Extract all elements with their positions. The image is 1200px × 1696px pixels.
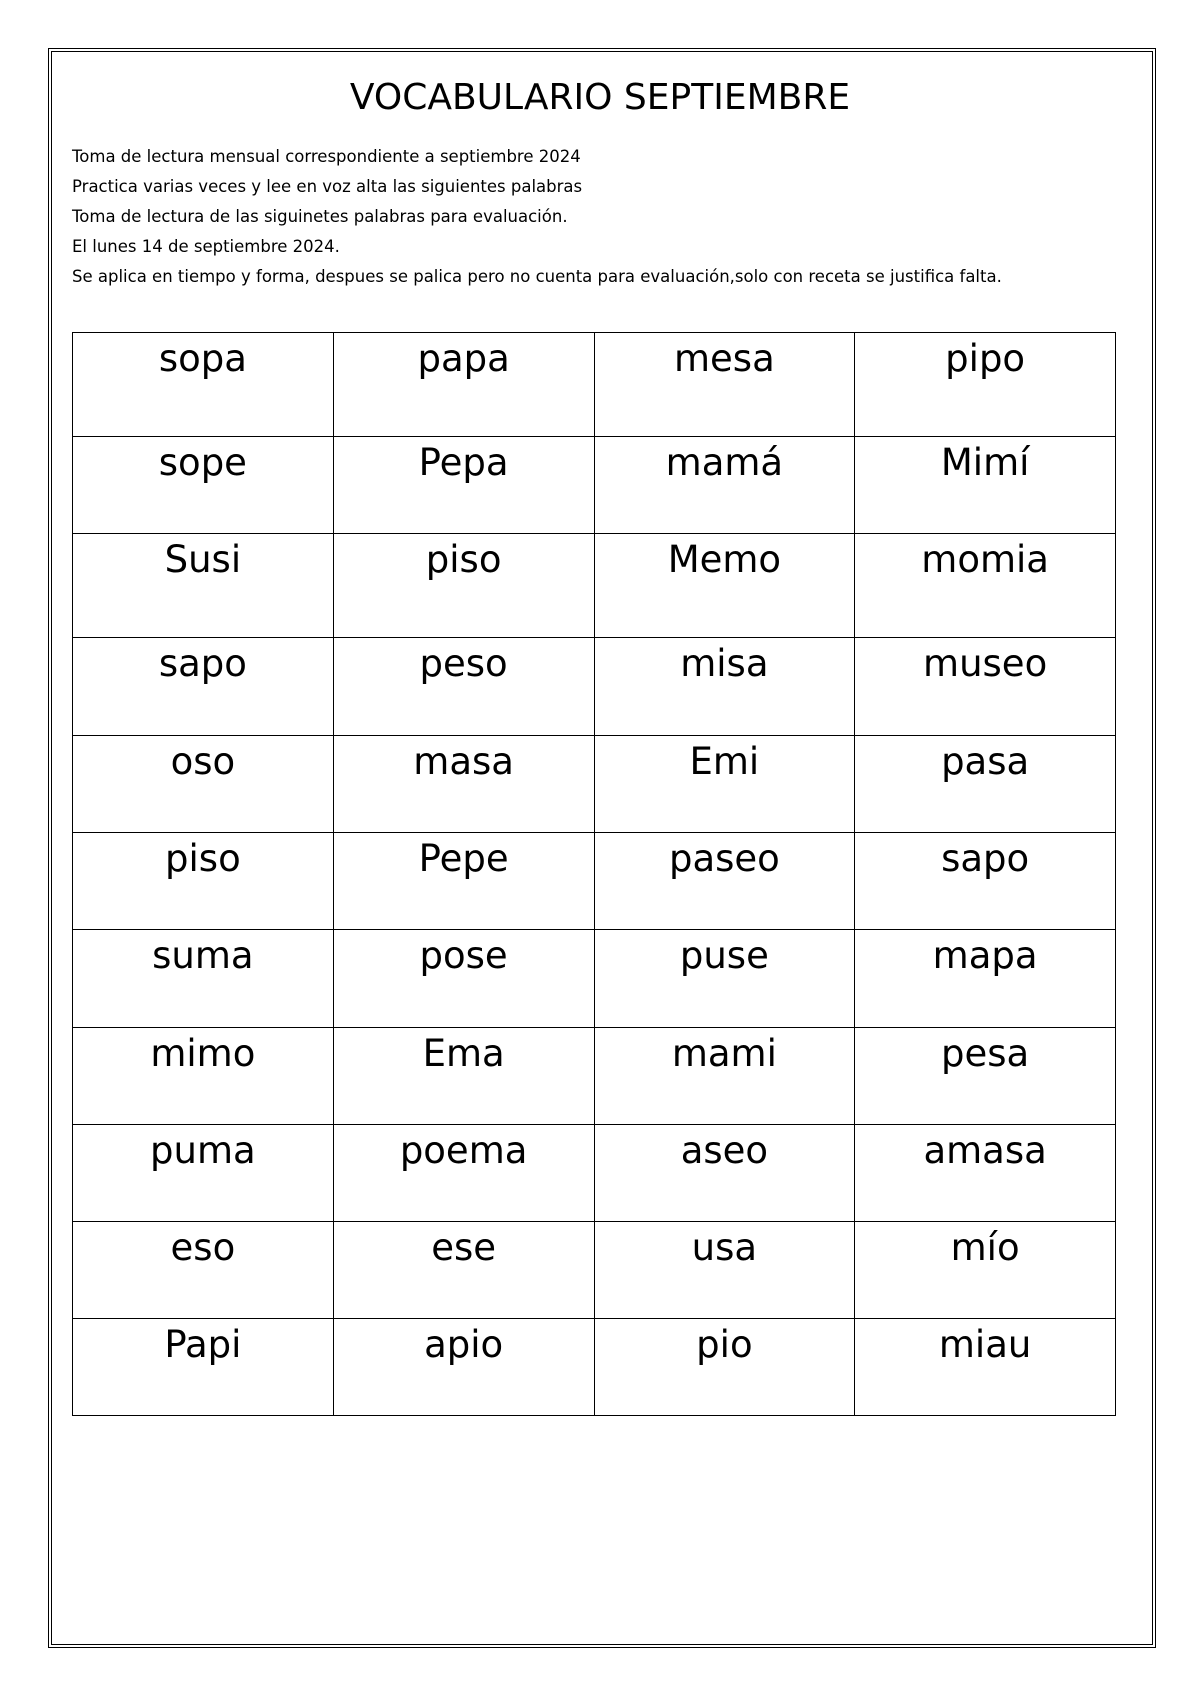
word-cell: Ema	[333, 1028, 594, 1125]
word-cell: sopa	[73, 333, 334, 437]
table-row	[73, 736, 1116, 833]
word-cell: aseo	[594, 1125, 855, 1222]
word-cell: pose	[333, 930, 594, 1028]
word-cell: peso	[333, 638, 594, 736]
word-cell: eso	[73, 1222, 334, 1319]
word-cell: mapa	[855, 930, 1116, 1028]
word-cell: poema	[333, 1125, 594, 1222]
word-cell: mimo	[73, 1028, 334, 1125]
instruction-line: Practica varias veces y lee en voz alta las siguientes palabras	[72, 177, 583, 196]
instruction-line: El lunes 14 de septiembre 2024.	[72, 237, 340, 256]
table-row	[73, 638, 1116, 736]
word-cell: sapo	[73, 638, 334, 736]
word-cell: paseo	[594, 833, 855, 930]
word-cell: piso	[333, 534, 594, 638]
word-cell: Papi	[73, 1319, 334, 1416]
word-cell: oso	[73, 736, 334, 833]
word-cell: misa	[594, 638, 855, 736]
word-cell: mío	[855, 1222, 1116, 1319]
word-cell: Susi	[73, 534, 334, 638]
word-cell: pio	[594, 1319, 855, 1416]
word-cell: Memo	[594, 534, 855, 638]
word-cell: momia	[855, 534, 1116, 638]
word-cell: amasa	[855, 1125, 1116, 1222]
word-cell: Emi	[594, 736, 855, 833]
table-row	[73, 1222, 1116, 1319]
word-cell: piso	[73, 833, 334, 930]
word-cell: suma	[73, 930, 334, 1028]
instructions	[72, 142, 1132, 292]
word-cell: mami	[594, 1028, 855, 1125]
word-cell: sapo	[855, 833, 1116, 930]
word-cell: mamá	[594, 437, 855, 534]
word-cell: usa	[594, 1222, 855, 1319]
instruction-line: Se aplica en tiempo y forma, despues se palica pero no cuenta para evaluación,solo con receta se justifica falta.	[72, 267, 1002, 286]
table-row	[73, 1028, 1116, 1125]
word-cell: mesa	[594, 333, 855, 437]
word-cell: papa	[333, 333, 594, 437]
page-title: VOCABULARIO SEPTIEMBRE	[349, 77, 851, 118]
vocabulary-table	[72, 332, 1116, 1416]
word-cell: puse	[594, 930, 855, 1028]
word-cell: sope	[73, 437, 334, 534]
word-cell: Mimí	[855, 437, 1116, 534]
table-row	[73, 1319, 1116, 1416]
word-cell: apio	[333, 1319, 594, 1416]
word-cell: pipo	[855, 333, 1116, 437]
instruction-line: Toma de lectura mensual correspondiente a septiembre 2024	[72, 147, 581, 166]
table-row	[73, 534, 1116, 638]
word-cell: miau	[855, 1319, 1116, 1416]
table-row	[73, 333, 1116, 437]
word-cell: Pepa	[333, 437, 594, 534]
table-row	[73, 1125, 1116, 1222]
word-cell: pasa	[855, 736, 1116, 833]
word-cell: pesa	[855, 1028, 1116, 1125]
word-cell: ese	[333, 1222, 594, 1319]
word-cell: masa	[333, 736, 594, 833]
table-row	[73, 930, 1116, 1028]
table-row	[73, 833, 1116, 930]
word-cell: puma	[73, 1125, 334, 1222]
table-row	[73, 437, 1116, 534]
instruction-line: Toma de lectura de las siguinetes palabras para evaluación.	[72, 207, 568, 226]
word-cell: museo	[855, 638, 1116, 736]
word-cell: Pepe	[333, 833, 594, 930]
